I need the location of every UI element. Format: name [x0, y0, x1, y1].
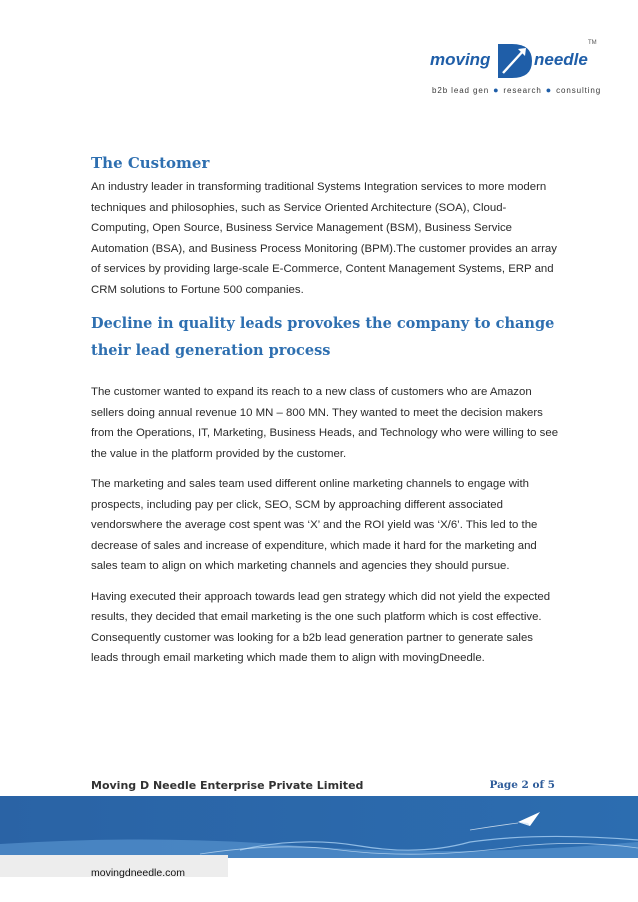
footer-company: Moving D Needle Enterprise Private Limited: [91, 779, 364, 792]
d-arrow-icon: [494, 42, 534, 80]
footer-line: [91, 779, 563, 795]
footer-band: [0, 796, 638, 858]
document-body: [91, 153, 563, 679]
trademark-mark: TM: [588, 40, 597, 46]
logo-word-needle: needle: [534, 50, 588, 69]
tagline-consulting: consulting: [556, 86, 602, 95]
body-paragraph-1: The customer wanted to expand its reach to a new class of customers who are Amazon sellers doing annual revenue 10 MN – 800 MN. They wanted to meet the decision makers from the Operations, IT, Marketing, Business Heads, and Technology who were willing to see the value in the platform provided by the customer.: [91, 386, 559, 460]
body-paragraph-3: Having executed their approach towards lead gen strategy which did not yield the expected results, they decided that email marketing is the one such platform which is cost effective. Consequently customer was looking for a b2b lead generation partner to generate sales leads through email marketing which made them to align with movingDneedle.: [91, 590, 551, 664]
customer-heading: The Customer: [91, 154, 210, 172]
bullet-icon: ●: [493, 85, 500, 95]
bullet-icon: ●: [545, 85, 553, 95]
decline-heading: Decline in quality leads provokes the company to change their lead generation process: [91, 315, 555, 359]
tagline: [432, 85, 602, 95]
body-paragraph-2: The marketing and sales team used different online marketing channels to engage with prospects, including pay per click, SEO, SCM by approaching different associated vendorswhere the average cost spent was ‘X’ and the ROI yield was ‘X/6’. This led to the decrease of sales and increase of expenditure, which made it hard for the marketing and sales team to align on which marketing channels and agencies they should pursue.: [91, 478, 538, 572]
tagline-research: research: [503, 86, 542, 95]
website-link[interactable]: movingdneedle.com: [91, 867, 185, 879]
page-number: Page 2 of 5: [489, 779, 555, 791]
tagline-lead-gen: b2b lead gen: [432, 86, 490, 95]
logo-word-moving: moving: [430, 50, 491, 69]
customer-paragraph: An industry leader in transforming traditional Systems Integration services to more modern techniques and philosophies, such as Service Oriented Architecture (SOA), Cloud-Computing, Open Source, Business Service Management (BSM), Business Service Automation (BSA), and Business Process Monitoring (BPM).The customer provides an array of services by providing large-scale E-Commerce, Content Management Systems, ERP and CRM solutions to Fortune 500 companies.: [91, 181, 557, 296]
